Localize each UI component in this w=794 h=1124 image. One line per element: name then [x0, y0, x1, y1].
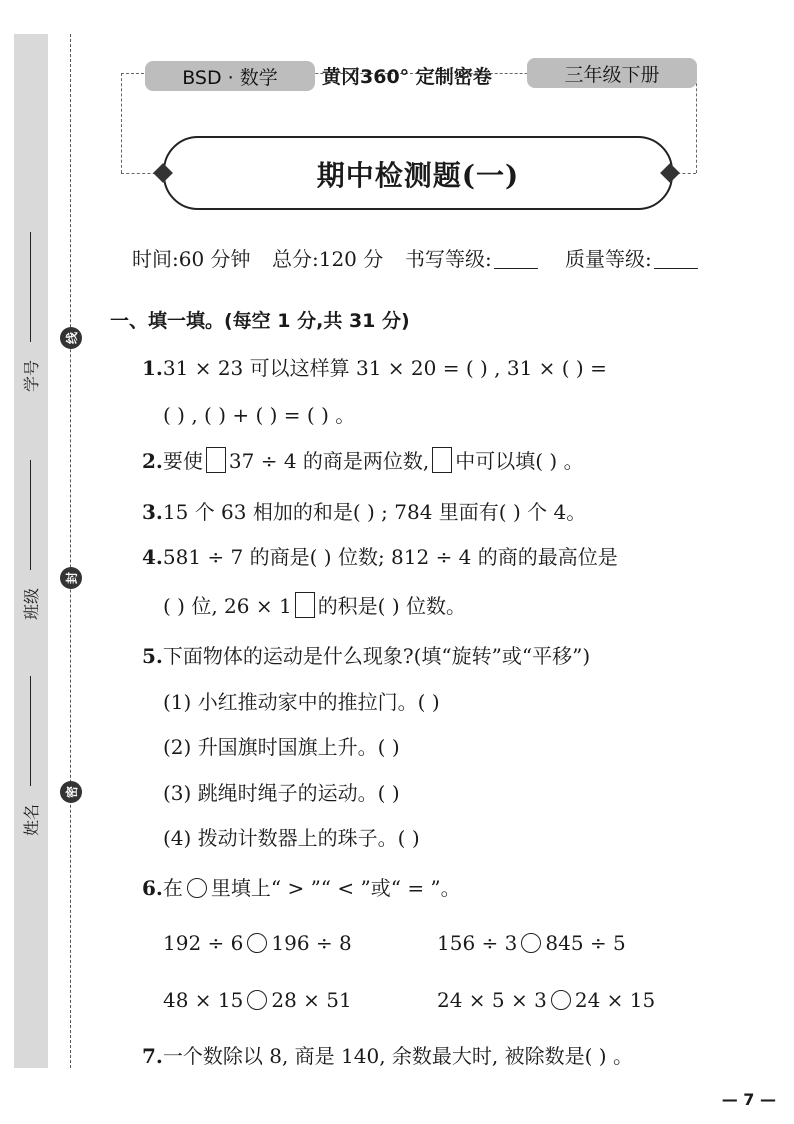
- name-label: 姓名: [22, 803, 41, 836]
- page-number: — 7 —: [721, 1090, 776, 1109]
- compare-left: 48 × 15: [163, 988, 244, 1012]
- question-2: [142, 445, 584, 474]
- seal-seal-mark: 封: [60, 567, 82, 589]
- question-text: 中可以填( ) 。: [455, 449, 584, 473]
- question-4-line-2: [163, 590, 466, 619]
- circle-icon: [187, 878, 207, 898]
- compare-circle[interactable]: [247, 933, 267, 953]
- writing-grade-blank[interactable]: [494, 250, 538, 269]
- question-text: 要使: [162, 449, 203, 473]
- question-text: 的积是( ) 位数。: [317, 594, 467, 618]
- question-4: [142, 541, 618, 570]
- compare-left: 24 × 5 × 3: [437, 988, 547, 1012]
- question-text: 31 × 23 可以这样算 31 × 20 = ( ) , 31 × ( ) =: [162, 356, 607, 380]
- question-text: 一个数除以 8, 商是 140, 余数最大时, 被除数是( ) 。: [162, 1044, 633, 1068]
- writing-grade-label: 书写等级:: [405, 247, 492, 271]
- student-id-line: [30, 232, 31, 342]
- question-7: [142, 1040, 633, 1069]
- quality-grade-blank[interactable]: [654, 250, 698, 269]
- fill-box[interactable]: [432, 447, 452, 473]
- question-3: [142, 496, 586, 525]
- compare-item: [163, 931, 352, 955]
- question-1: [142, 352, 607, 381]
- question-text: 在: [162, 876, 183, 900]
- subject-badge: BSD · 数学: [145, 61, 315, 91]
- compare-left: 156 ÷ 3: [437, 931, 518, 955]
- writing-grade: [405, 243, 538, 272]
- quality-grade: [565, 243, 698, 272]
- question-5-item: (3) 跳绳时绳子的运动。( ): [163, 781, 400, 805]
- compare-right: 28 × 51: [271, 988, 352, 1012]
- header-frame-left: [121, 73, 122, 173]
- quality-grade-label: 质量等级:: [565, 247, 652, 271]
- compare-circle[interactable]: [521, 933, 541, 953]
- header-frame-right: [696, 73, 697, 173]
- question-6: [142, 872, 461, 901]
- question-number: 1.: [142, 356, 163, 380]
- class-field: [12, 460, 48, 620]
- student-id-field: [12, 232, 48, 392]
- question-text: ( ) 位, 26 × 1: [163, 594, 292, 618]
- student-id-label: 学号: [22, 359, 41, 392]
- page-title: 期中检测题(一): [316, 159, 520, 192]
- question-number: 5.: [142, 644, 163, 668]
- compare-item: [437, 931, 626, 955]
- fill-box[interactable]: [206, 447, 226, 473]
- exam-total: 总分:120 分: [272, 247, 384, 271]
- compare-circle[interactable]: [247, 990, 267, 1010]
- title-banner: [163, 136, 673, 210]
- question-text: 15 个 63 相加的和是( ) ; 784 里面有( ) 个 4。: [162, 500, 587, 524]
- section-heading: 一、填一填。(每空 1 分,共 31 分): [110, 310, 410, 332]
- compare-circle[interactable]: [551, 990, 571, 1010]
- question-number: 3.: [142, 500, 163, 524]
- question-number: 6.: [142, 876, 163, 900]
- cut-line: [70, 34, 71, 1068]
- seal-line-mark: 线: [60, 327, 82, 349]
- name-line: [30, 676, 31, 786]
- seal-secret-mark: 密: [60, 781, 82, 803]
- class-line: [30, 460, 31, 570]
- question-number: 7.: [142, 1044, 163, 1068]
- compare-right: 24 × 15: [574, 988, 656, 1012]
- question-text: 581 ÷ 7 的商是( ) 位数; 812 ÷ 4 的商的最高位是: [162, 545, 618, 569]
- question-number: 2.: [142, 449, 163, 473]
- compare-right: 196 ÷ 8: [271, 931, 352, 955]
- question-text: 下面物体的运动是什么现象?(填“旋转”或“平移”): [162, 644, 591, 668]
- compare-item: [437, 988, 655, 1012]
- question-5: [142, 640, 590, 669]
- name-field: [12, 676, 48, 836]
- question-1-line-2: ( ) , ( ) + ( ) = ( ) 。: [163, 403, 356, 427]
- question-5-item: (4) 拨动计数器上的珠子。( ): [163, 826, 420, 850]
- class-label: 班级: [22, 587, 41, 620]
- compare-right: 845 ÷ 5: [545, 931, 626, 955]
- grade-badge: 三年级下册: [527, 58, 697, 88]
- compare-left: 192 ÷ 6: [163, 931, 244, 955]
- question-text: 里填上“ > ”“ < ”或“ = ”。: [210, 876, 461, 900]
- compare-item: [163, 988, 352, 1012]
- question-text: 37 ÷ 4 的商是两位数,: [228, 449, 430, 473]
- question-5-item: (1) 小红推动家中的推拉门。( ): [163, 690, 440, 714]
- question-number: 4.: [142, 545, 163, 569]
- question-5-item: (2) 升国旗时国旗上升。( ): [163, 735, 400, 759]
- fill-box[interactable]: [295, 592, 315, 618]
- exam-time: 时间:60 分钟: [132, 247, 251, 271]
- series-title: 黄冈360° 定制密卷: [322, 66, 492, 88]
